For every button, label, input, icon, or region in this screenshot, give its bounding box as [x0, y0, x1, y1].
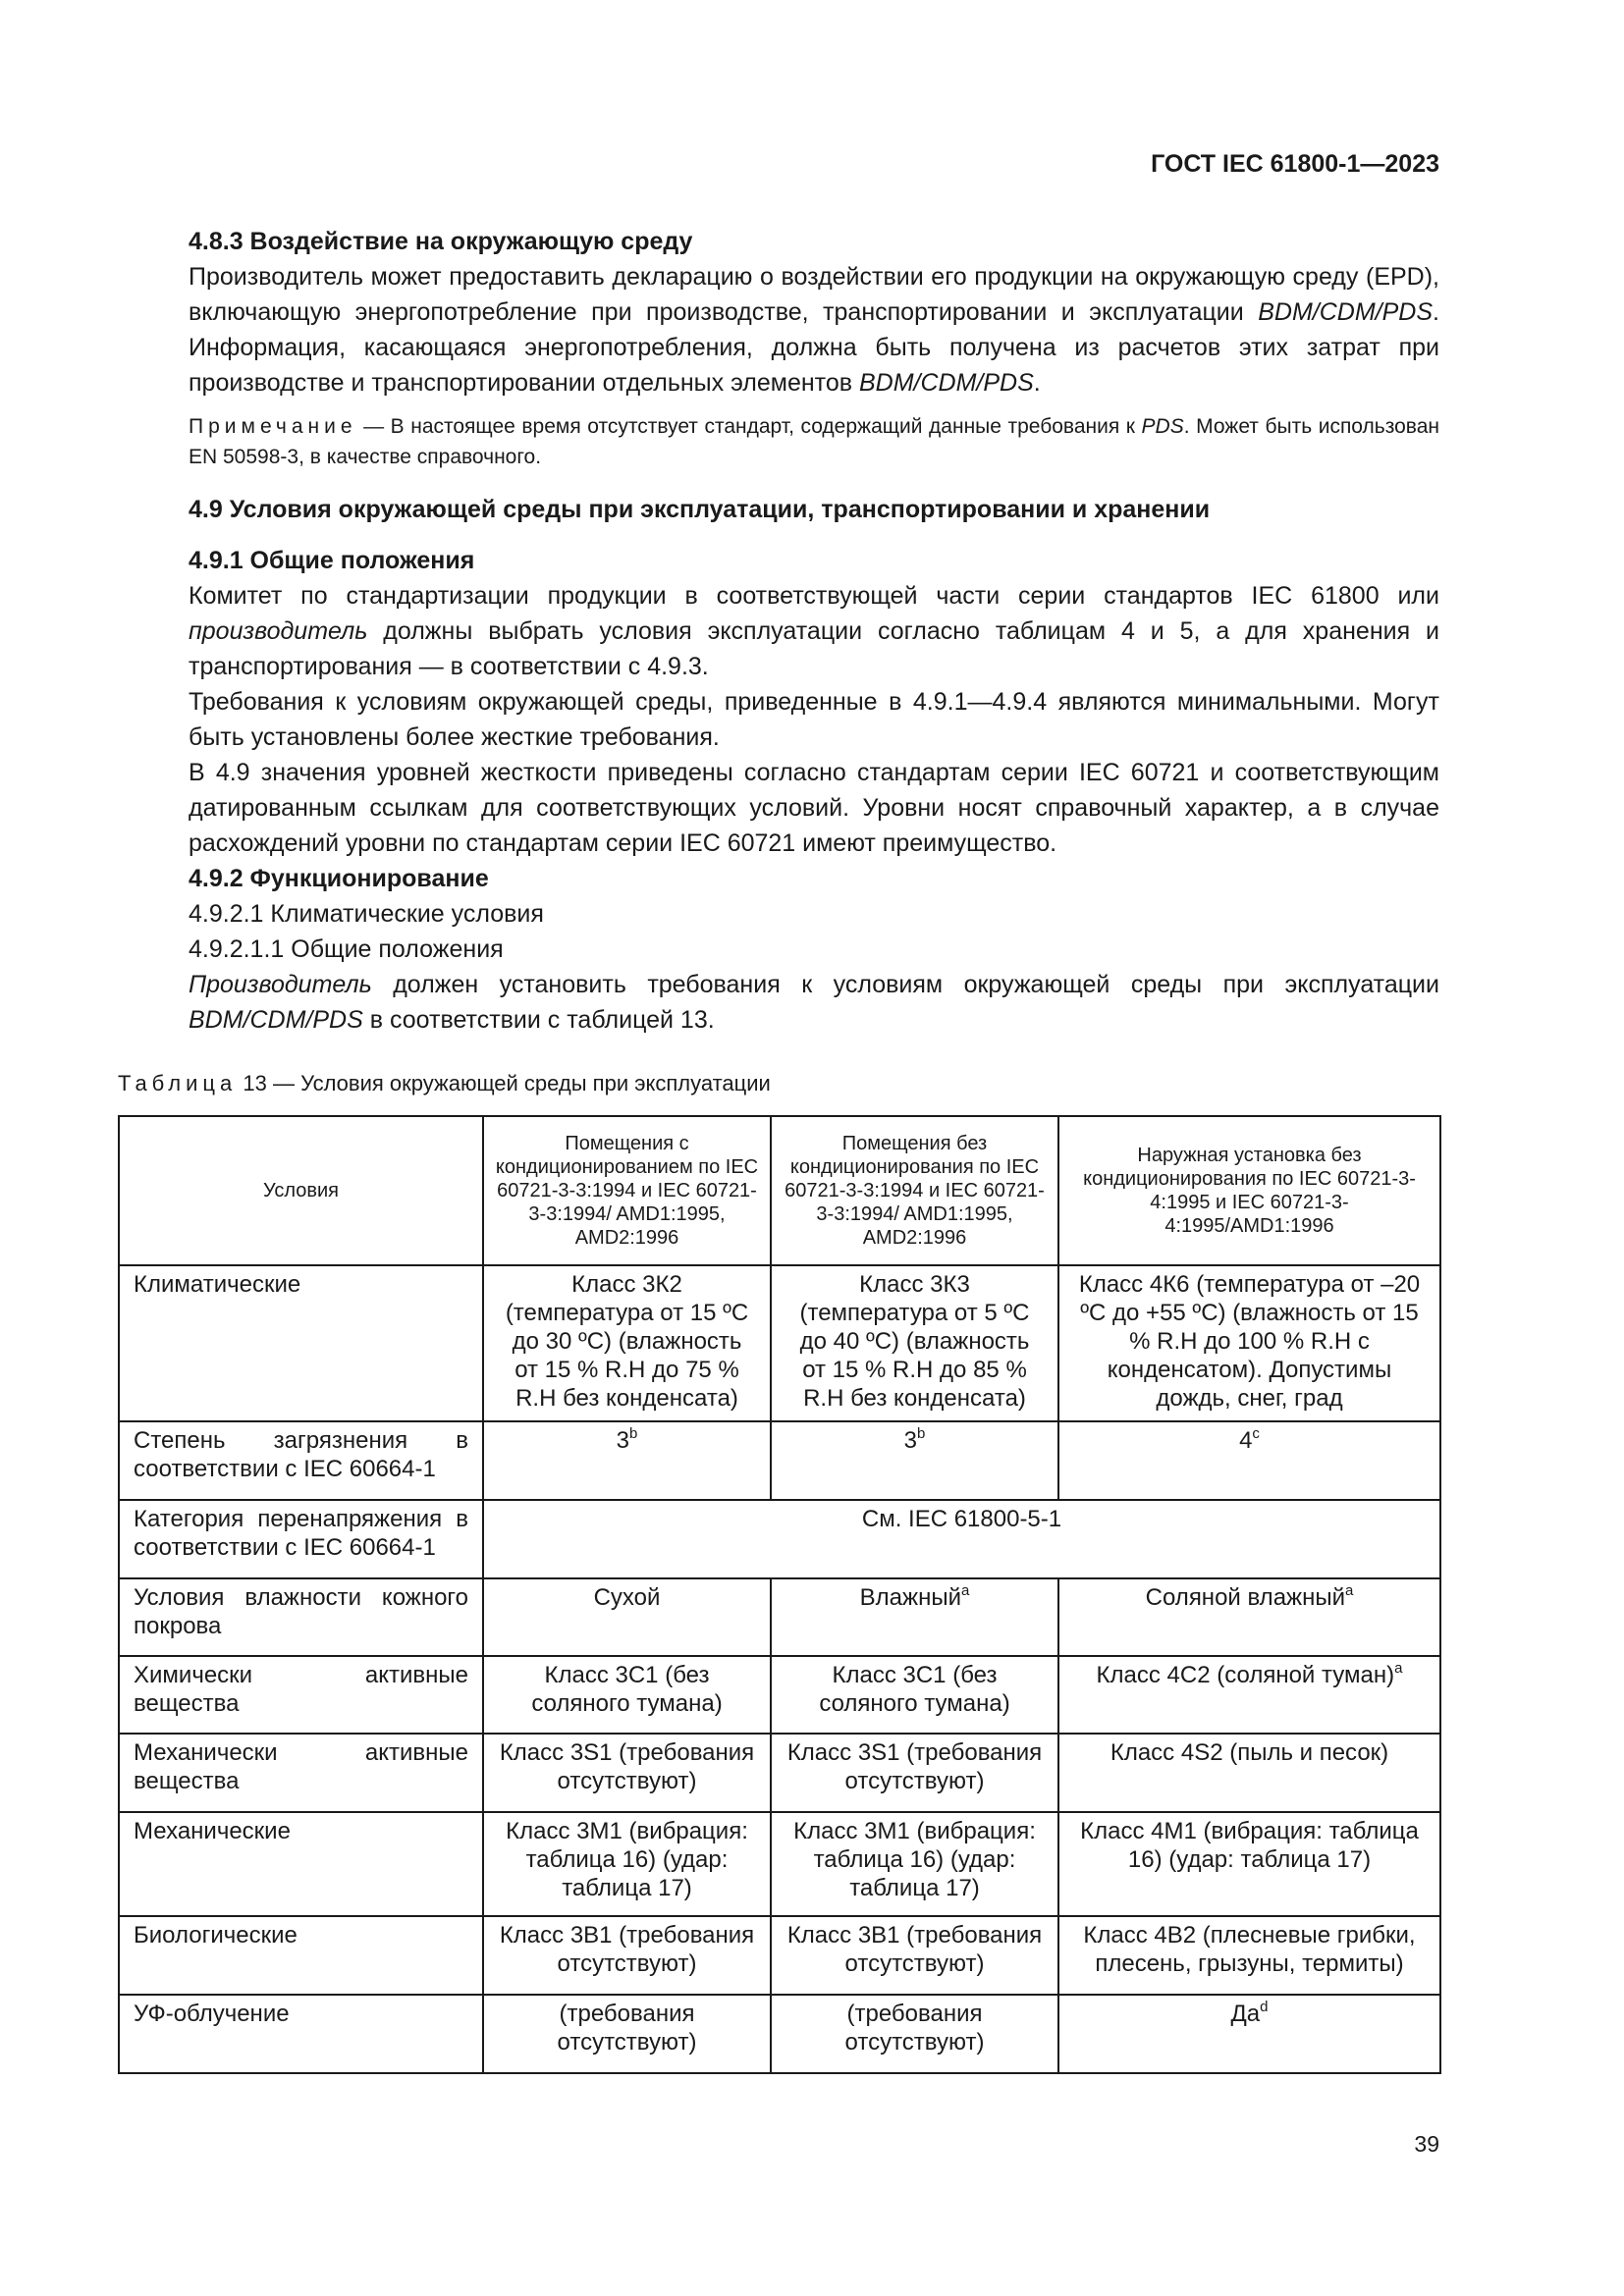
table-header-row: [119, 1116, 1440, 1265]
heading-4-9: 4.9 Условия окружающей среды при эксплуатации, транспортировании и хранении: [189, 496, 1211, 523]
cell: Сухой: [483, 1578, 771, 1656]
heading-4-9-2-1: 4.9.2.1 Климатические условия: [189, 900, 544, 928]
row-label: Степень загрязнения в соответствии с IEC 60664-1: [119, 1421, 483, 1500]
header-unconditioned: Помещения без кондиционирования по IEC 60721-3-3:1994 и IEC 60721-3-3:1994/ AMD1:1995, AMD2:1996: [771, 1116, 1058, 1265]
table-13: [118, 1115, 1441, 2074]
table-row: [119, 1500, 1440, 1578]
paragraph-epd: Производитель может предоставить декларацию о воздействии его продукции на окружающую среду (EPD), включающую энергопотребление при производстве, транспортировании и эксплуатации BDM/CDM/PDS. Информация, касающаяся энергопотребления, должна быть получена из расчетов этих затрат при производстве и транспортировании отдельных элементов BDM/CDM/PDS.: [189, 263, 1439, 397]
cell: $Да^d$: [1058, 1995, 1440, 2073]
cell: Класс 3М1 (вибрация: таблица 16) (удар: таблица 17): [483, 1812, 771, 1916]
cell: Класс 3К2 (температура от 15 ºС до 30 ºС) (влажность от 15 % R.H до 75 % R.H без конденсата): [483, 1265, 771, 1421]
cell: Класс 4К6 (температура от –20 ºС до +55 ºС) (влажность от 15 % R.H до 100 % R.H с конденсатом). Допустимы дождь, снег, град: [1058, 1265, 1440, 1421]
cell: Класс 4М1 (вибрация: таблица 16) (удар: таблица 17): [1058, 1812, 1440, 1916]
table-row: [119, 1995, 1440, 2073]
cell-merged: См. IEC 61800-5-1: [483, 1500, 1440, 1578]
cell: Класс 4S2 (пыль и песок): [1058, 1734, 1440, 1812]
paragraph-severity-levels: В 4.9 значения уровней жесткости приведены согласно стандартам серии IEC 60721 и соответствующим датированным ссылкам для соответствующих условий. Уровни носят справочный характер, а в случае расхождений уровни по стандартам серии IEC 60721 имеют преимущество.: [189, 759, 1439, 857]
paragraph-manufacturer: Производитель должен установить требования к условиям окружающей среды при эксплуатации BDM/CDM/PDS в соответствии с таблицей 13.: [189, 971, 1439, 1034]
cell: Класс 3S1 (требования отсутствуют): [483, 1734, 771, 1812]
header-conditioned: Помещения с кондиционированием по IEC 60721-3-3:1994 и IEC 60721-3-3:1994/ AMD1:1995, AMD2:1996: [483, 1116, 771, 1265]
cell: Класс 3С1 (без соляного тумана): [483, 1656, 771, 1734]
heading-4-9-2: 4.9.2 Функционирование: [189, 865, 489, 892]
cell: Соляной влажный$^a$: [1058, 1578, 1440, 1656]
paragraph-committee: Комитет по стандартизации продукции в соответствующей части серии стандартов IEC 61800 или производитель должны выбрать условия эксплуатации согласно таблицам 4 и 5, а для хранения и транспортирования — в соответствии с 4.9.3.: [189, 582, 1439, 680]
table-row: [119, 1265, 1440, 1421]
cell: 3$^b$: [483, 1421, 771, 1500]
note-label: Примечание: [189, 415, 357, 438]
header-conditions: Условия: [119, 1116, 483, 1265]
table-row: [119, 1578, 1440, 1656]
table-caption-label: Таблица: [118, 1071, 238, 1095]
page-number: 39: [1414, 2131, 1439, 2157]
cell: Класс 3С1 (без соляного тумана): [771, 1656, 1058, 1734]
cell: Класс 4С2 (соляной туман)$^a$: [1058, 1656, 1440, 1734]
row-label: Климатические: [119, 1265, 483, 1421]
row-label: Условия влажности кожного покрова: [119, 1578, 483, 1656]
row-label: Химически активные вещества: [119, 1656, 483, 1734]
cell: Класс 3В1 (требования отсутствуют): [483, 1916, 771, 1995]
cell: Класс 3В1 (требования отсутствуют): [771, 1916, 1058, 1995]
body-text: [118, 224, 1439, 1038]
cell: Класс 4В2 (плесневые грибки, плесень, грызуны, термиты): [1058, 1916, 1440, 1995]
heading-4-8-3: 4.8.3 Воздействие на окружающую среду: [189, 228, 693, 255]
cell: Класс 3S1 (требования отсутствуют): [771, 1734, 1058, 1812]
row-label: Биологические: [119, 1916, 483, 1995]
cell: Класс 3М1 (вибрация: таблица 16) (удар: таблица 17): [771, 1812, 1058, 1916]
table-row: [119, 1421, 1440, 1500]
cell: 3$^b$: [771, 1421, 1058, 1500]
table-row: [119, 1916, 1440, 1995]
cell: Класс 3К3 (температура от 5 ºС до 40 ºС) (влажность от 15 % R.H до 85 % R.H без конденсата): [771, 1265, 1058, 1421]
heading-4-9-1: 4.9.1 Общие положения: [189, 547, 475, 574]
row-label: Механические: [119, 1812, 483, 1916]
table-row: [119, 1734, 1440, 1812]
heading-4-9-2-1-1: 4.9.2.1.1 Общие положения: [189, 935, 504, 963]
table-caption: Таблица 13 — Условия окружающей среды при эксплуатации: [118, 1071, 771, 1095]
cell: 4$^c$: [1058, 1421, 1440, 1500]
table-row: [119, 1656, 1440, 1734]
table-row: [119, 1812, 1440, 1916]
paragraph-requirements: Требования к условиям окружающей среды, приведенные в 4.9.1—4.9.4 являются минимальными. Могут быть установлены более жесткие требования.: [189, 688, 1439, 751]
cell: Влажный$^a$: [771, 1578, 1058, 1656]
note: Примечание — В настоящее время отсутствует стандарт, содержащий данные требования к PDS. Может быть использован EN 50598-3, в качестве справочного.: [189, 415, 1439, 468]
cell: (требования отсутствуют): [771, 1995, 1058, 2073]
header-outdoor: Наружная установка без кондиционирования по IEC 60721-3-4:1995 и IEC 60721-3-4:1995/AMD1:1996: [1058, 1116, 1440, 1265]
row-label: Механически активные вещества: [119, 1734, 483, 1812]
row-label: Категория перенапряжения в соответствии с IEC 60664-1: [119, 1500, 483, 1578]
document-id: ГОСТ IEC 61800-1—2023: [1151, 150, 1439, 178]
row-label: УФ-облучение: [119, 1995, 483, 2073]
cell: (требования отсутствуют): [483, 1995, 771, 2073]
